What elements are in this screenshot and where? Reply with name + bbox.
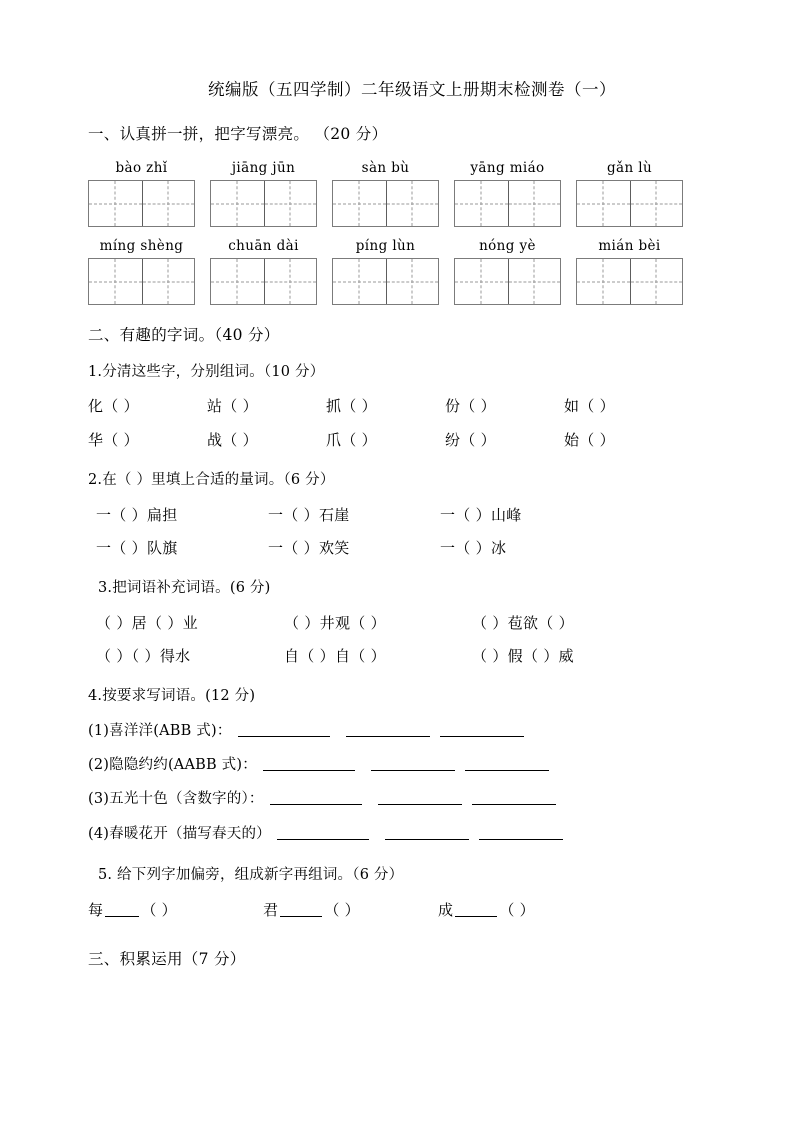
pinyin-label: mián bèi: [598, 238, 661, 255]
writing-cell[interactable]: [508, 259, 561, 304]
measure-word-item[interactable]: 一（ ）冰: [440, 538, 507, 557]
question-2-2-heading: 2.在（ ）里填上合适的量词。（6 分）: [88, 471, 335, 488]
idiom-item[interactable]: （ ）井观（ ）: [284, 613, 386, 632]
section-3-heading: 三、积累运用（7 分）: [88, 949, 246, 968]
writing-cell[interactable]: [333, 259, 386, 304]
spacer: [88, 678, 714, 686]
measure-word-item[interactable]: 一（ ）山峰: [440, 505, 522, 524]
pinyin-group-1: [88, 160, 714, 227]
writing-cell[interactable]: [508, 181, 561, 226]
spacer: [88, 462, 714, 470]
idiom-row: [88, 645, 714, 668]
writing-box-pair[interactable]: [332, 180, 439, 227]
answer-blank[interactable]: [277, 825, 369, 840]
write-word-item: [88, 788, 714, 811]
radical-item: [88, 899, 263, 922]
question-2-1-heading: 1.分清这些字，分别组词。（10 分）: [88, 363, 325, 380]
radical-blank[interactable]: [455, 901, 497, 916]
writing-cell[interactable]: [386, 181, 439, 226]
write-word-prompt: (2)隐隐约约(AABB 式)：: [88, 757, 257, 774]
write-word-item: [88, 823, 714, 846]
answer-blank[interactable]: [371, 757, 455, 772]
radical-paren[interactable]: （ ）: [141, 900, 177, 919]
pinyin-label: míng shèng: [99, 238, 184, 255]
answer-blank[interactable]: [440, 722, 524, 737]
answer-blank[interactable]: [263, 757, 355, 772]
spacer: [88, 932, 714, 948]
writing-cell[interactable]: [211, 259, 264, 304]
char-blank-item[interactable]: 如（ ）: [564, 397, 615, 416]
writing-cell[interactable]: [630, 181, 683, 226]
idiom-row: [88, 612, 714, 635]
pinyin-label: yāng miáo: [470, 160, 545, 177]
radical-paren[interactable]: （ ）: [499, 900, 535, 919]
writing-cell[interactable]: [211, 181, 264, 226]
radical-row: [88, 899, 714, 922]
write-word-prompt: (4)春暖花开（描写春天的）: [88, 825, 271, 842]
idiom-item[interactable]: （ ）（ ）得水: [96, 647, 191, 666]
writing-box-pair[interactable]: [332, 258, 439, 305]
writing-cell[interactable]: [142, 181, 195, 226]
radical-paren[interactable]: （ ）: [324, 900, 360, 919]
writing-cell[interactable]: [333, 181, 386, 226]
answer-blank[interactable]: [472, 791, 556, 806]
writing-box-pair[interactable]: [88, 180, 195, 227]
writing-cell[interactable]: [455, 259, 508, 304]
answer-blank[interactable]: [270, 791, 362, 806]
writing-box-pair[interactable]: [576, 258, 683, 305]
idiom-item[interactable]: （ ）假（ ）威: [472, 647, 574, 666]
measure-word-row: [88, 504, 714, 527]
radical-blank[interactable]: [280, 901, 322, 916]
write-word-prompt: (3)五光十色（含数字的）：: [88, 791, 264, 808]
char-blank-item[interactable]: 华（ ）: [88, 430, 139, 449]
char-blank-item[interactable]: 抓（ ）: [326, 397, 377, 416]
writing-cell[interactable]: [577, 259, 630, 304]
answer-blank[interactable]: [378, 791, 462, 806]
radical-base-char: 君: [263, 900, 279, 919]
write-word-item: [88, 720, 714, 743]
radical-item: [438, 899, 613, 922]
answer-blank[interactable]: [479, 825, 563, 840]
writing-cell[interactable]: [264, 259, 317, 304]
idiom-item[interactable]: （ ）居（ ）业: [96, 613, 198, 632]
writing-box-pair[interactable]: [576, 180, 683, 227]
writing-cell[interactable]: [630, 259, 683, 304]
spacer: [88, 857, 714, 865]
radical-blank[interactable]: [105, 901, 139, 916]
pinyin-label: jiāng jūn: [231, 160, 296, 177]
char-blank-item[interactable]: 纷（ ）: [445, 430, 496, 449]
measure-word-item[interactable]: 一（ ）扁担: [96, 505, 178, 524]
char-pair-row: [88, 429, 714, 452]
measure-word-item[interactable]: 一（ ）队旗: [96, 538, 178, 557]
idiom-item[interactable]: 自（ ）自（ ）: [284, 647, 386, 666]
writing-boxes-row: [88, 180, 714, 227]
pinyin-label: gǎn lù: [606, 160, 653, 177]
radical-item: [263, 899, 438, 922]
idiom-item[interactable]: （ ）苞欲（ ）: [472, 613, 574, 632]
char-blank-item[interactable]: 站（ ）: [207, 397, 258, 416]
char-blank-item[interactable]: 战（ ）: [207, 430, 258, 449]
pinyin-label: chuān dài: [228, 238, 299, 255]
writing-box-pair[interactable]: [210, 258, 317, 305]
answer-blank[interactable]: [465, 757, 549, 772]
section-2-heading: 二、有趣的字词。（40 分）: [88, 326, 280, 345]
writing-cell[interactable]: [89, 181, 142, 226]
question-2-3-heading: 3.把词语补充词语。(6 分): [98, 580, 271, 597]
char-blank-item[interactable]: 化（ ）: [88, 397, 139, 416]
writing-box-pair[interactable]: [88, 258, 195, 305]
page-title: 统编版（五四学制）二年级语文上册期末检测卷（一）: [208, 80, 616, 99]
measure-word-row: [88, 537, 714, 560]
write-word-prompt: (1)喜洋洋(ABB 式)：: [88, 723, 232, 740]
writing-cell[interactable]: [455, 181, 508, 226]
pinyin-row: [88, 238, 714, 254]
question-2-5-heading: 5. 给下列字加偏旁，组成新字再组词。（6 分）: [98, 866, 404, 883]
writing-cell[interactable]: [264, 181, 317, 226]
pinyin-label: nóng yè: [479, 238, 536, 255]
writing-cell[interactable]: [386, 259, 439, 304]
section-1-heading: 一、认真拼一拼，把字写漂亮。 （20 分）: [88, 125, 388, 144]
question-2-4-heading: 4.按要求写词语。(12 分): [88, 688, 256, 705]
radical-base-char: 每: [88, 900, 104, 919]
writing-box-pair[interactable]: [454, 258, 561, 305]
pinyin-label: sàn bù: [361, 160, 410, 177]
writing-box-pair[interactable]: [210, 180, 317, 227]
pinyin-label: bào zhǐ: [115, 160, 168, 177]
writing-cell[interactable]: [142, 259, 195, 304]
write-word-item: [88, 754, 714, 777]
writing-cell[interactable]: [89, 259, 142, 304]
writing-cell[interactable]: [577, 181, 630, 226]
char-blank-item[interactable]: 份（ ）: [445, 397, 496, 416]
writing-box-pair[interactable]: [454, 180, 561, 227]
answer-blank[interactable]: [346, 722, 430, 737]
radical-base-char: 成: [438, 900, 454, 919]
measure-word-item[interactable]: 一（ ）欢笑: [268, 538, 350, 557]
pinyin-label: píng lùn: [355, 238, 416, 255]
spacer: [88, 570, 714, 578]
pinyin-group-2: [88, 238, 714, 305]
spacer: [88, 316, 714, 324]
char-pair-row: [88, 395, 714, 418]
char-blank-item[interactable]: 爪（ ）: [326, 430, 377, 449]
writing-boxes-row: [88, 258, 714, 305]
pinyin-row: [88, 160, 714, 176]
char-blank-item[interactable]: 始（ ）: [564, 430, 615, 449]
measure-word-item[interactable]: 一（ ）石崖: [268, 505, 350, 524]
answer-blank[interactable]: [238, 722, 330, 737]
answer-blank[interactable]: [385, 825, 469, 840]
